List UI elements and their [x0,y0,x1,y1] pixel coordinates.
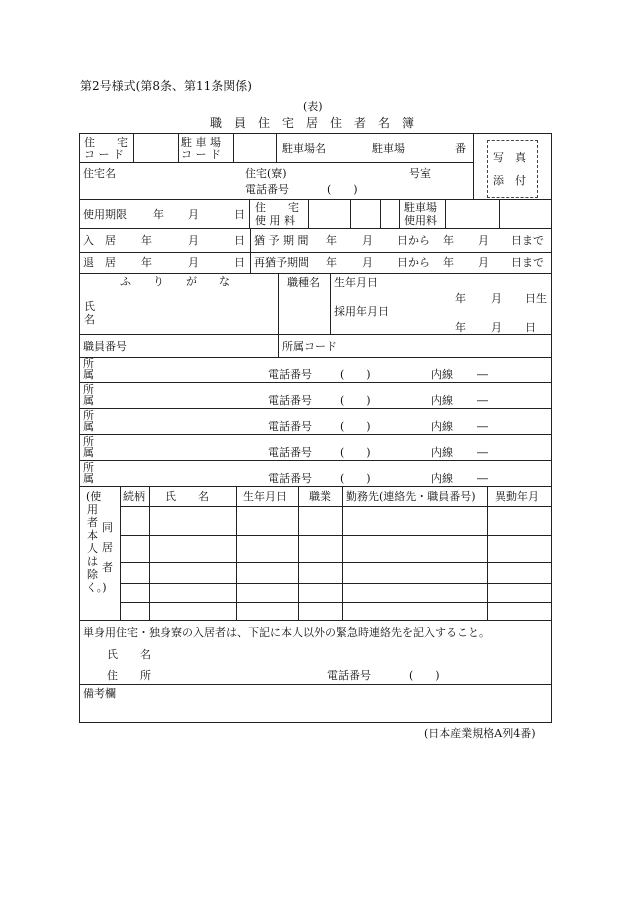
affiliation-phone-paren: ( ) [340,446,371,459]
regrace-until: 日まで [511,256,544,269]
housing-phone-label: 電話番号 [245,183,289,196]
affiliation-phone-paren: ( ) [340,420,371,433]
name-label-2: 名 [84,313,95,326]
affiliation-phone-paren: ( ) [340,368,371,381]
affiliation-phone-label: 電話番号 [268,472,312,485]
affiliation-ext-dash: ― [477,368,488,381]
parking-name-label: 駐車場名 [282,142,326,155]
parking-number-label: 番 [455,142,466,155]
birth-day-suffix: 日生 [525,292,547,305]
housing-code-label-1: 住 宅 [84,136,128,149]
regrace-until-month: 月 [478,256,489,269]
emergency-note: 単身用住宅・独身寮の入居者は、下記に本人以外の緊急時連絡先を記入すること。 [83,626,490,639]
affiliation-ext-label: 内線 [431,394,453,407]
job-label: 職種名 [287,276,320,289]
grace-from-month: 月 [362,234,373,247]
form-side: (表) [303,100,323,113]
affiliation-ext-label: 内線 [431,368,453,381]
parking-lot-label: 駐車場 [372,142,405,155]
affiliation-phone-label: 電話番号 [268,368,312,381]
col-birthdate: 生年月日 [243,490,287,503]
form-title: 職 員 住 宅 居 住 者 名 簿 [210,116,415,130]
dept-code-label: 所属コード [282,340,337,353]
birth-year: 年 [455,292,466,305]
affiliation-label-top: 所 [83,435,94,448]
period-day: 日 [234,208,245,221]
furigana-label: ふ り が な [120,275,230,288]
parking-code-label-1: 駐 車 場 [181,136,221,149]
housing-code-label-2: コ ー ド [84,148,124,161]
cohabitant-side-label: 同居者 [102,521,113,574]
regrace-from: 日から [397,256,430,269]
grace-until-month: 月 [478,234,489,247]
affiliation-label-top: 所 [83,409,94,422]
birth-label: 生年月日 [334,276,378,289]
room-label: 号室 [409,167,431,180]
period-label: 使用期限 [83,208,127,221]
regrace-from-month: 月 [362,256,373,269]
affiliation-ext-dash: ― [477,394,488,407]
affiliation-phone-label: 電話番号 [268,446,312,459]
housing-dorm-label: 住宅(寮) [245,167,287,180]
grace-from-year: 年 [326,234,337,247]
hire-day: 日 [525,321,536,334]
affiliation-phone-paren: ( ) [340,394,371,407]
affiliation-label-bottom: 属 [83,472,94,485]
affiliation-ext-dash: ― [477,446,488,459]
regrace-label: 再猶予期間 [254,256,309,269]
emergency-name-label: 氏 名 [107,648,151,661]
affiliation-label-top: 所 [83,383,94,396]
affiliation-label-bottom: 属 [83,446,94,459]
movein-year: 年 [141,234,152,247]
col-name: 氏 名 [165,490,209,503]
affiliation-label-top: 所 [83,357,94,370]
staff-no-label: 職員番号 [83,340,127,353]
moveout-year: 年 [141,256,152,269]
remarks-label: 備考欄 [83,687,116,700]
period-year: 年 [153,208,164,221]
affiliation-label-top: 所 [83,461,94,474]
housing-name-label: 住宅名 [83,167,116,180]
col-relation: 続柄 [123,490,145,503]
hire-label: 採用年月日 [334,305,389,318]
parking-fee-label-2: 使用料 [404,214,437,227]
emergency-phone-label: 電話番号 [327,669,371,682]
form-number: 第2号様式(第8条、第11条関係) [80,79,252,93]
affiliation-ext-dash: ― [477,420,488,433]
emergency-address-label: 住 所 [107,669,151,682]
affiliation-phone-paren: ( ) [340,472,371,485]
housing-fee-label-2: 使 用 料 [255,214,295,227]
regrace-until-year: 年 [443,256,454,269]
grace-from: 日から [397,234,430,247]
photo-box [487,140,538,198]
affiliation-phone-label: 電話番号 [268,420,312,433]
affiliation-label-bottom: 属 [83,420,94,433]
cohabitant-side-note: (使用者本人は除く。) [86,490,107,594]
grace-until: 日まで [511,234,544,247]
period-month: 月 [188,208,199,221]
affiliation-ext-label: 内線 [431,420,453,433]
col-workplace: 勤務先(連絡先・職員番号) [346,490,476,503]
movein-month: 月 [188,234,199,247]
affiliation-phone-label: 電話番号 [268,394,312,407]
paper-standard: (日本産業規格A列4番) [424,727,536,740]
moveout-day: 日 [234,256,245,269]
movein-day: 日 [234,234,245,247]
parking-fee-label-1: 駐車場 [404,201,437,214]
col-transfer: 異動年月 [495,490,539,503]
affiliation-label-bottom: 属 [83,394,94,407]
affiliation-ext-dash: ― [477,472,488,485]
moveout-month: 月 [188,256,199,269]
birth-month: 月 [491,292,502,305]
moveout-label: 退 居 [83,256,116,269]
hire-year: 年 [455,321,466,334]
affiliation-ext-label: 内線 [431,472,453,485]
name-label-1: 氏 [84,300,95,313]
parking-code-label-2: コ ー ド [181,148,221,161]
emergency-phone-paren: ( ) [409,669,440,682]
grace-label: 猶 予 期 間 [254,234,309,247]
col-occupation: 職業 [309,490,331,503]
housing-phone-paren: ( ) [327,183,358,196]
photo-label-2: 添 付 [493,174,526,187]
affiliation-label-bottom: 属 [83,368,94,381]
grace-until-year: 年 [443,234,454,247]
photo-label-1: 写 真 [493,151,526,164]
regrace-from-year: 年 [326,256,337,269]
affiliation-ext-label: 内線 [431,446,453,459]
movein-label: 入 居 [83,234,116,247]
housing-fee-label-1: 住 宅 [255,201,299,214]
hire-month: 月 [491,321,502,334]
